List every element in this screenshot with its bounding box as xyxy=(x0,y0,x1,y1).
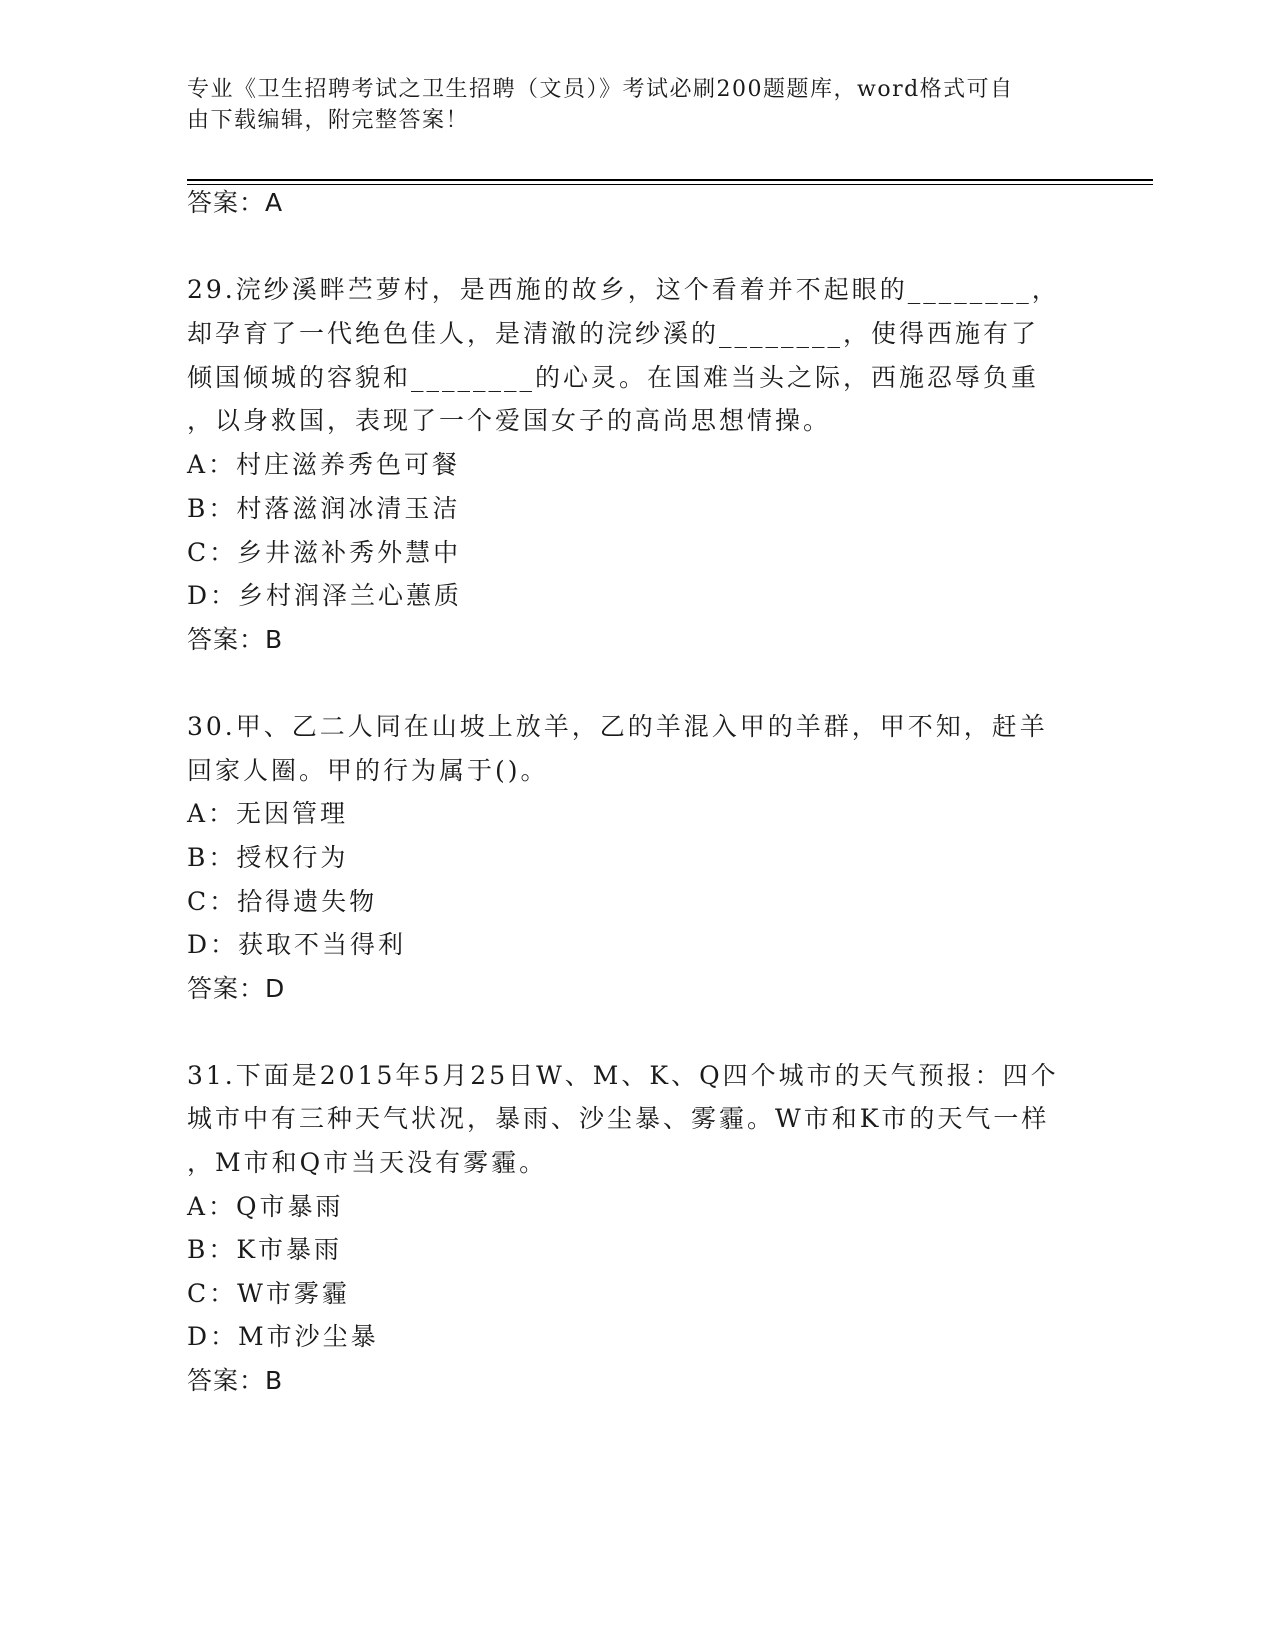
header-divider-thin xyxy=(187,184,1153,185)
question-stem-line: ，M市和Q市当天没有雾霾。 xyxy=(187,1148,548,1177)
option-a: A：村庄滋养秀色可餐 xyxy=(187,450,461,479)
header-divider-thick xyxy=(187,179,1153,181)
option-c: C：W市雾霾 xyxy=(187,1279,350,1308)
question-stem-line: 29.浣纱溪畔苎萝村，是西施的故乡，这个看着并不起眼的________， xyxy=(187,275,1060,304)
option-c: C：乡井滋补秀外慧中 xyxy=(187,538,462,567)
question-stem-line: 城市中有三种天气状况，暴雨、沙尘暴、雾霾。W市和K市的天气一样 xyxy=(187,1104,1050,1133)
question-stem-line: 倾国倾城的容貌和________的心灵。在国难当头之际，西施忍辱负重 xyxy=(187,363,1040,392)
option-d: D：M市沙尘暴 xyxy=(187,1322,379,1351)
option-b: B：K市暴雨 xyxy=(187,1235,343,1264)
previous-question-answer: 答案：A xyxy=(187,188,284,217)
header-line-1: 专业《卫生招聘考试之卫生招聘（文员）》考试必刷200题题库，word格式可自 xyxy=(187,77,1014,102)
option-d: D：乡村润泽兰心蕙质 xyxy=(187,581,463,610)
question-stem-line: 30.甲、乙二人同在山坡上放羊，乙的羊混入甲的羊群，甲不知，赶羊 xyxy=(187,712,1048,741)
option-c: C：拾得遗失物 xyxy=(187,887,378,916)
option-d: D：获取不当得利 xyxy=(187,930,407,959)
question-stem-line: 回家人圈。甲的行为属于()。 xyxy=(187,756,549,785)
answer-line: 答案：B xyxy=(187,625,284,654)
option-b: B：村落滋润冰清玉洁 xyxy=(187,494,461,523)
option-a: A：无因管理 xyxy=(187,799,349,828)
option-a: A：Q市暴雨 xyxy=(187,1192,344,1221)
header-line-2: 由下载编辑，附完整答案！ xyxy=(187,108,470,133)
document-header xyxy=(187,74,1067,136)
question-stem-line: ，以身救国，表现了一个爱国女子的高尚思想情操。 xyxy=(187,406,832,435)
question-stem-line: 31.下面是2015年5月25日W、M、K、Q四个城市的天气预报：四个 xyxy=(187,1061,1059,1090)
option-b: B：授权行为 xyxy=(187,843,349,872)
answer-line: 答案：D xyxy=(187,974,286,1003)
question-stem-line: 却孕育了一代绝色佳人，是清澈的浣纱溪的________，使得西施有了 xyxy=(187,319,1040,348)
answer-line: 答案：B xyxy=(187,1366,284,1395)
